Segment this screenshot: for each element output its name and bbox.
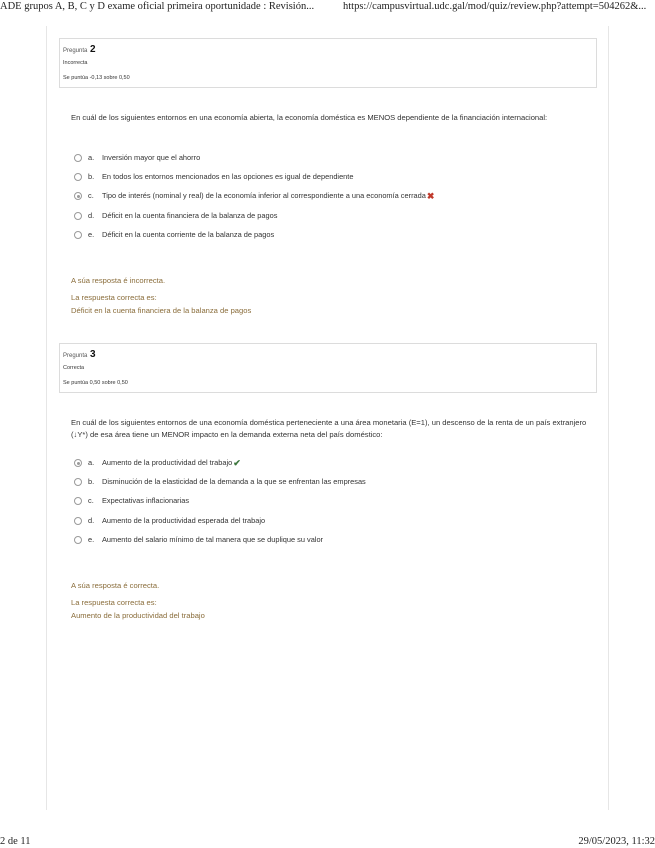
question-text: En cuál de los siguientes entornos en una economía abierta, la economía doméstica es MENOS dependiente de la financiación internacional: bbox=[71, 113, 548, 122]
question-number: Pregunta 2 bbox=[63, 44, 96, 55]
answer-option[interactable]: c. Expectativas inflacionarias bbox=[74, 495, 189, 507]
question-state: Correcta bbox=[63, 365, 85, 371]
feedback-result: A súa resposta é correcta. bbox=[71, 581, 160, 590]
print-footer bbox=[0, 836, 655, 848]
radio-button[interactable] bbox=[74, 497, 82, 505]
page-counter: 2 de 11 bbox=[0, 836, 31, 847]
page-title: ADE grupos A, B, C y D exame oficial primeira oportunidade : Revisión... bbox=[0, 1, 315, 12]
answer-option[interactable]: d. Aumento de la productividad esperada del trabajo bbox=[74, 515, 265, 527]
feedback-correct-answer: Déficit en la cuenta financiera de la balanza de pagos bbox=[71, 306, 252, 315]
feedback-correct-label: La respuesta correcta es: bbox=[71, 598, 157, 607]
answer-option[interactable]: b. En todos los entornos mencionados en las opciones es igual de dependiente bbox=[74, 171, 353, 183]
answer-option[interactable]: d. Déficit en la cuenta financiera de la balanza de pagos bbox=[74, 210, 277, 222]
question-info-box bbox=[59, 343, 597, 393]
radio-button[interactable] bbox=[74, 212, 82, 220]
radio-button[interactable] bbox=[74, 536, 82, 544]
question-grade: Se puntúa -0,13 sobre 0,50 bbox=[63, 75, 130, 81]
answer-option-selected[interactable]: a. Aumento de la productividad del trabajo ✔ bbox=[74, 457, 241, 469]
question-grade: Se puntúa 0,50 sobre 0,50 bbox=[63, 380, 128, 386]
page-url[interactable]: https://campusvirtual.udc.gal/mod/quiz/review.php?attempt=504262&... bbox=[343, 1, 647, 12]
radio-button-selected[interactable] bbox=[74, 459, 82, 467]
check-icon: ✔ bbox=[233, 458, 241, 468]
feedback-result: A súa resposta é incorrecta. bbox=[71, 276, 166, 285]
answer-option[interactable]: b. Disminución de la elasticidad de la demanda a la que se enfrentan las empresas bbox=[74, 476, 366, 488]
question-number: Pregunta 3 bbox=[63, 349, 96, 360]
radio-button[interactable] bbox=[74, 517, 82, 525]
cross-icon: ✖ bbox=[426, 191, 435, 201]
question-info-box bbox=[59, 38, 597, 88]
radio-button-selected[interactable] bbox=[74, 192, 82, 200]
answer-option-selected[interactable]: c. Tipo de interés (nominal y real) de la economía inferior al correspondiente a una economía cerrada ✖ bbox=[74, 190, 434, 202]
radio-button[interactable] bbox=[74, 478, 82, 486]
browser-header bbox=[0, 0, 655, 14]
answer-option[interactable]: a. Inversión mayor que el ahorro bbox=[74, 152, 200, 164]
radio-button[interactable] bbox=[74, 154, 82, 162]
question-text: En cuál de los siguientes entornos de una economía doméstica perteneciente a una área monetaria (E=1), un descenso de la renta de un país extranjero (↓Y*) de esa área tiene un MENOR impacto en la demanda externa neta del país doméstico: bbox=[71, 418, 587, 439]
answer-option[interactable]: e. Aumento del salario mínimo de tal manera que se duplique su valor bbox=[74, 534, 323, 546]
radio-button[interactable] bbox=[74, 231, 82, 239]
radio-button[interactable] bbox=[74, 173, 82, 181]
print-datetime: 29/05/2023, 11:32 bbox=[578, 836, 655, 847]
question-state: Incorrecta bbox=[63, 60, 88, 66]
answer-option[interactable]: e. Déficit en la cuenta corriente de la balanza de pagos bbox=[74, 229, 274, 241]
feedback-correct-label: La respuesta correcta es: bbox=[71, 293, 157, 302]
feedback-correct-answer: Aumento de la productividad del trabajo bbox=[71, 611, 205, 620]
